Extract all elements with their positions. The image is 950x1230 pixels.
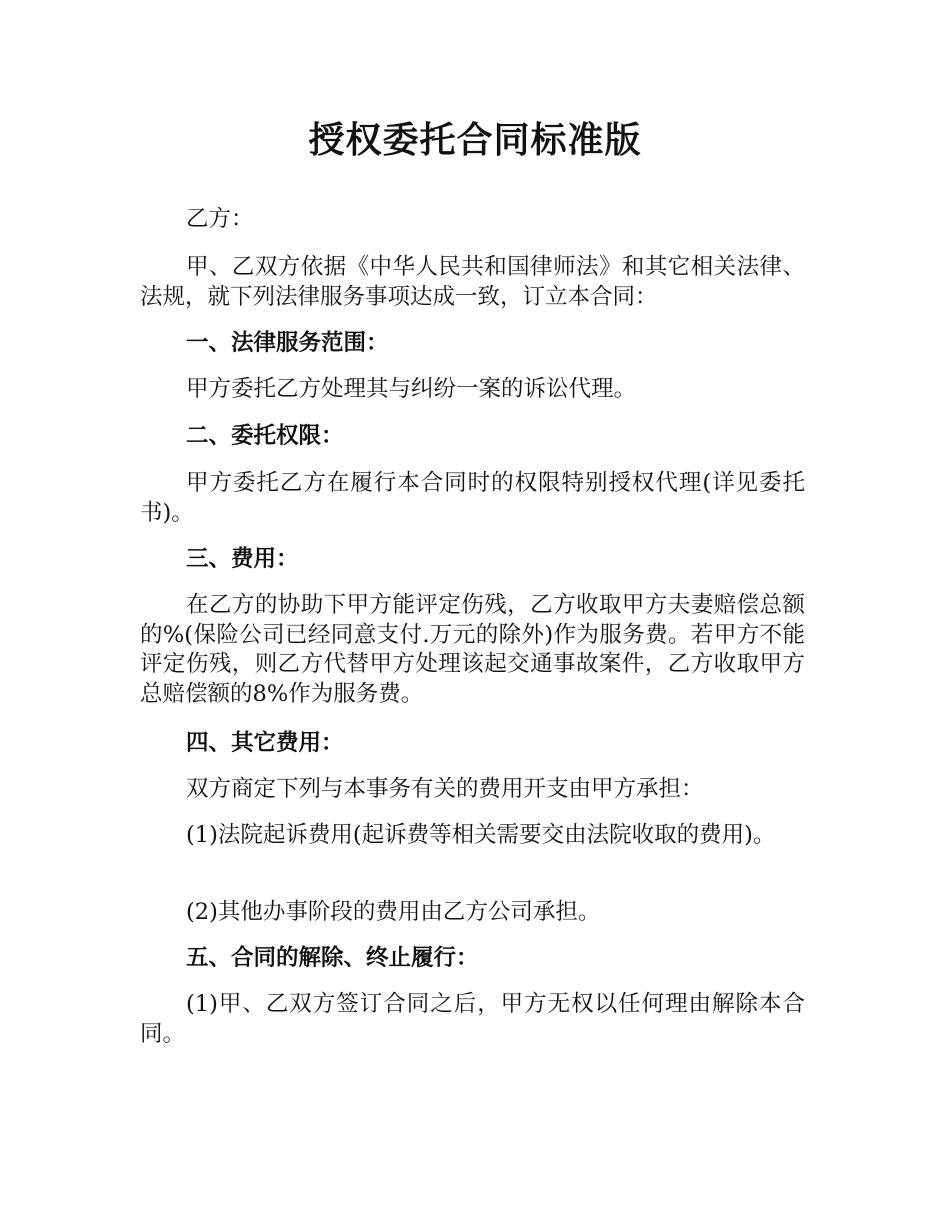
section-2-body: 甲方委托乙方在履行本合同时的权限特别授权代理(详见委托书)。 bbox=[140, 470, 805, 526]
intro-paragraph: 甲、乙双方依据《中华人民共和国律师法》和其它相关法律、法规，就下列法律服务事项达成一致，订立本合同： bbox=[140, 254, 805, 310]
section-4-heading: 四、其它费用： bbox=[186, 730, 344, 756]
section-4-item-2: (2)其他办事阶段的费用由乙方公司承担。 bbox=[186, 899, 601, 925]
section-3-heading: 三、费用： bbox=[186, 546, 299, 572]
document-title: 授权委托合同标准版 bbox=[308, 120, 642, 161]
section-1-body: 甲方委托乙方处理其与纠纷一案的诉讼代理。 bbox=[186, 376, 637, 402]
section-5-item-1: (1)甲、乙双方签订合同之后，甲方无权以任何理由解除本合同。 bbox=[140, 991, 805, 1047]
section-4-body: 双方商定下列与本事务有关的费用开支由甲方承担： bbox=[186, 776, 704, 802]
section-2-heading: 二、委托权限： bbox=[186, 423, 344, 449]
section-1-heading: 一、法律服务范围： bbox=[186, 330, 389, 356]
party-b-line: 乙方： bbox=[186, 206, 254, 232]
section-3-body: 在乙方的协助下甲方能评定伤残，乙方收取甲方夫妻赔偿总额的%(保险公司已经同意支付.万元的除外)作为服务费。若甲方不能评定伤残，则乙方代替甲方处理该起交通事故案件，乙方收取甲方总赔偿额的8%作为服务费。 bbox=[140, 592, 805, 707]
section-5-heading: 五、合同的解除、终止履行： bbox=[186, 945, 479, 971]
section-4-item-1: (1)法院起诉费用(起诉费等相关需要交由法院收取的费用)。 bbox=[186, 822, 776, 848]
